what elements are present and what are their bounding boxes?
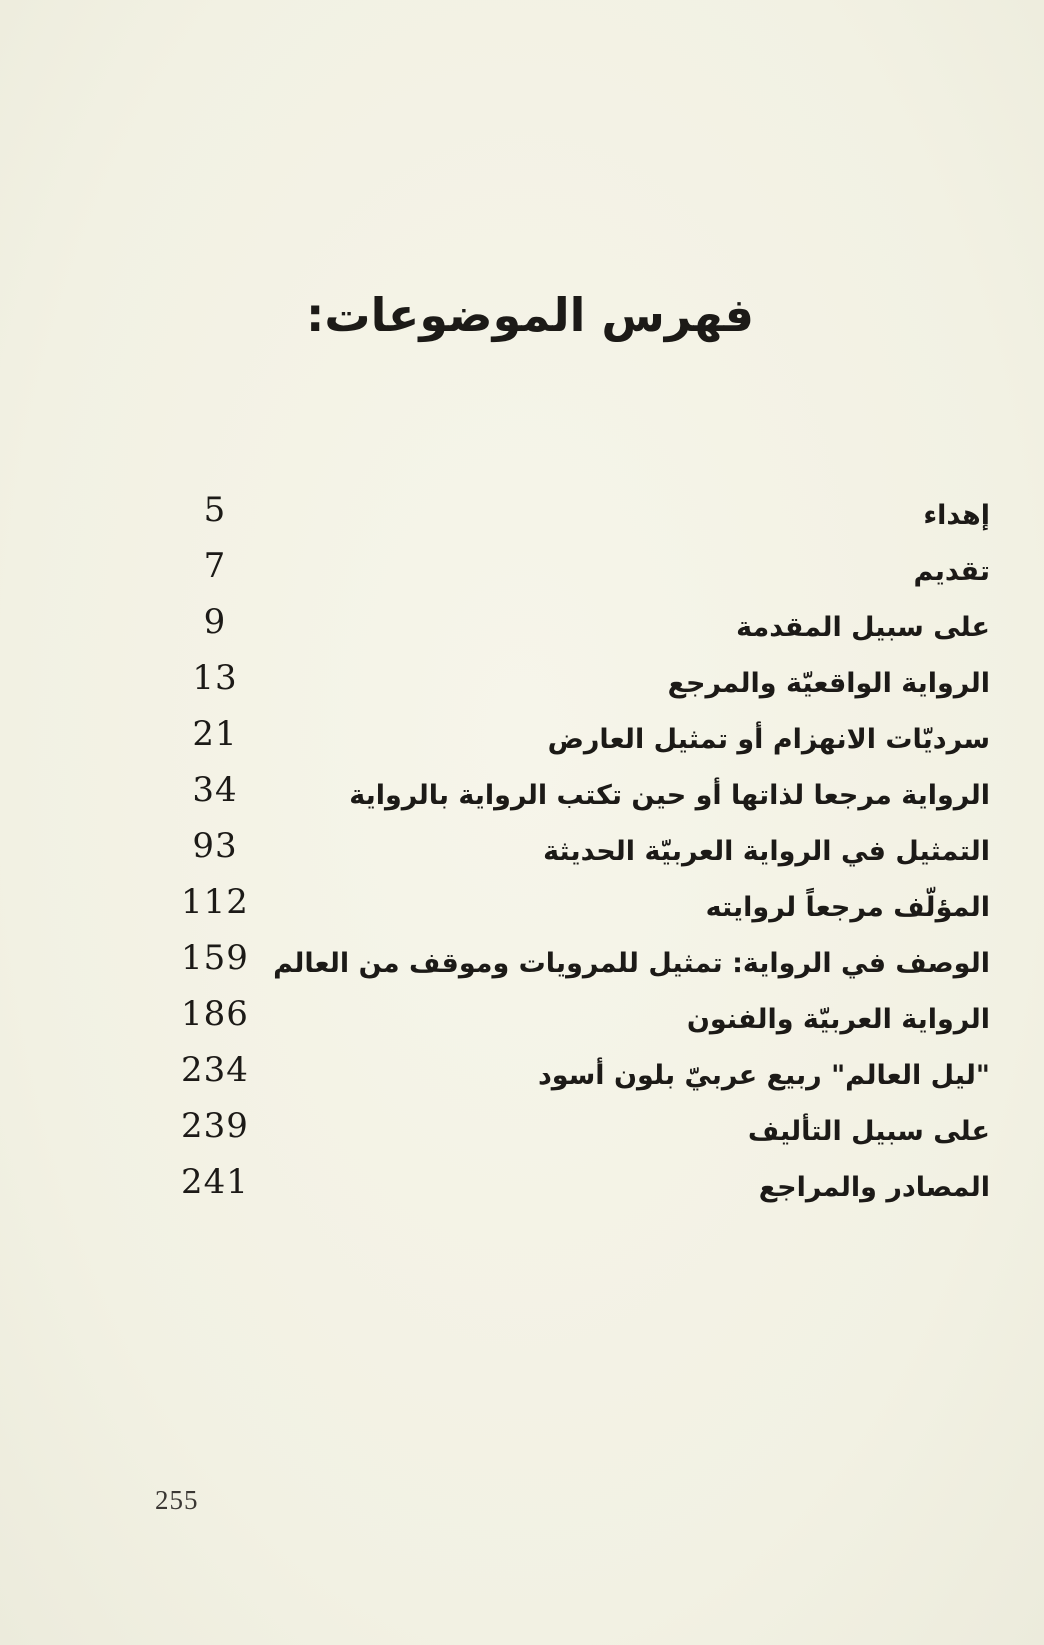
toc-entry [170,658,990,714]
page-title: فهرس الموضوعات: [306,288,754,342]
toc-entry-page: 112 [181,882,249,922]
toc-entry-page: 159 [181,938,249,978]
toc-entry-title: إهداء [923,500,990,531]
toc-entry [170,882,990,938]
toc-entry-title: التمثيل في الرواية العربيّة الحديثة [543,836,990,867]
toc-entry-title: المصادر والمراجع [758,1172,990,1203]
toc-entry-title: على سبيل المقدمة [736,612,990,643]
toc-entry-page: 239 [181,1106,249,1146]
toc-entry-title: تقديم [913,556,990,587]
toc-entry-page: 186 [181,994,249,1034]
toc-entry [170,938,990,994]
toc-entry [170,826,990,882]
toc-entry [170,1162,990,1218]
toc-entry-page: 234 [181,1050,249,1090]
toc-entry [170,714,990,770]
toc-entry [170,490,990,546]
toc-entry-page: 241 [181,1162,249,1202]
toc-entry-title: المؤلّف مرجعاً لروايته [705,892,990,923]
toc-entry-title: الرواية العربيّة والفنون [686,1004,990,1035]
page-number: 255 [155,1485,199,1515]
table-of-contents [170,490,990,1218]
toc-entry-page: 5 [203,490,227,530]
toc-entry [170,1106,990,1162]
toc-entry-title: الرواية مرجعا لذاتها أو حين تكتب الرواية بالرواية [349,780,990,811]
toc-entry-page: 7 [203,546,227,586]
toc-entry-page: 34 [192,770,238,810]
toc-entry [170,546,990,602]
toc-entry-page: 21 [192,714,238,754]
toc-entry-title: سرديّات الانهزام أو تمثيل العارض [547,724,990,755]
toc-entry [170,1050,990,1106]
toc-entry-page: 13 [192,658,238,698]
toc-entry-title: الرواية الواقعيّة والمرجع [667,668,990,699]
toc-entry [170,602,990,658]
toc-entry-page: 9 [203,602,227,642]
toc-entry-title: على سبيل التأليف [747,1116,990,1147]
toc-entry-title: الوصف في الرواية: تمثيل للمرويات وموقف من العالم [273,948,990,979]
toc-entry-title: "ليل العالم" ربيع عربيّ بلون أسود [537,1060,990,1091]
toc-entry [170,994,990,1050]
toc-entry-page: 93 [192,826,238,866]
toc-entry [170,770,990,826]
